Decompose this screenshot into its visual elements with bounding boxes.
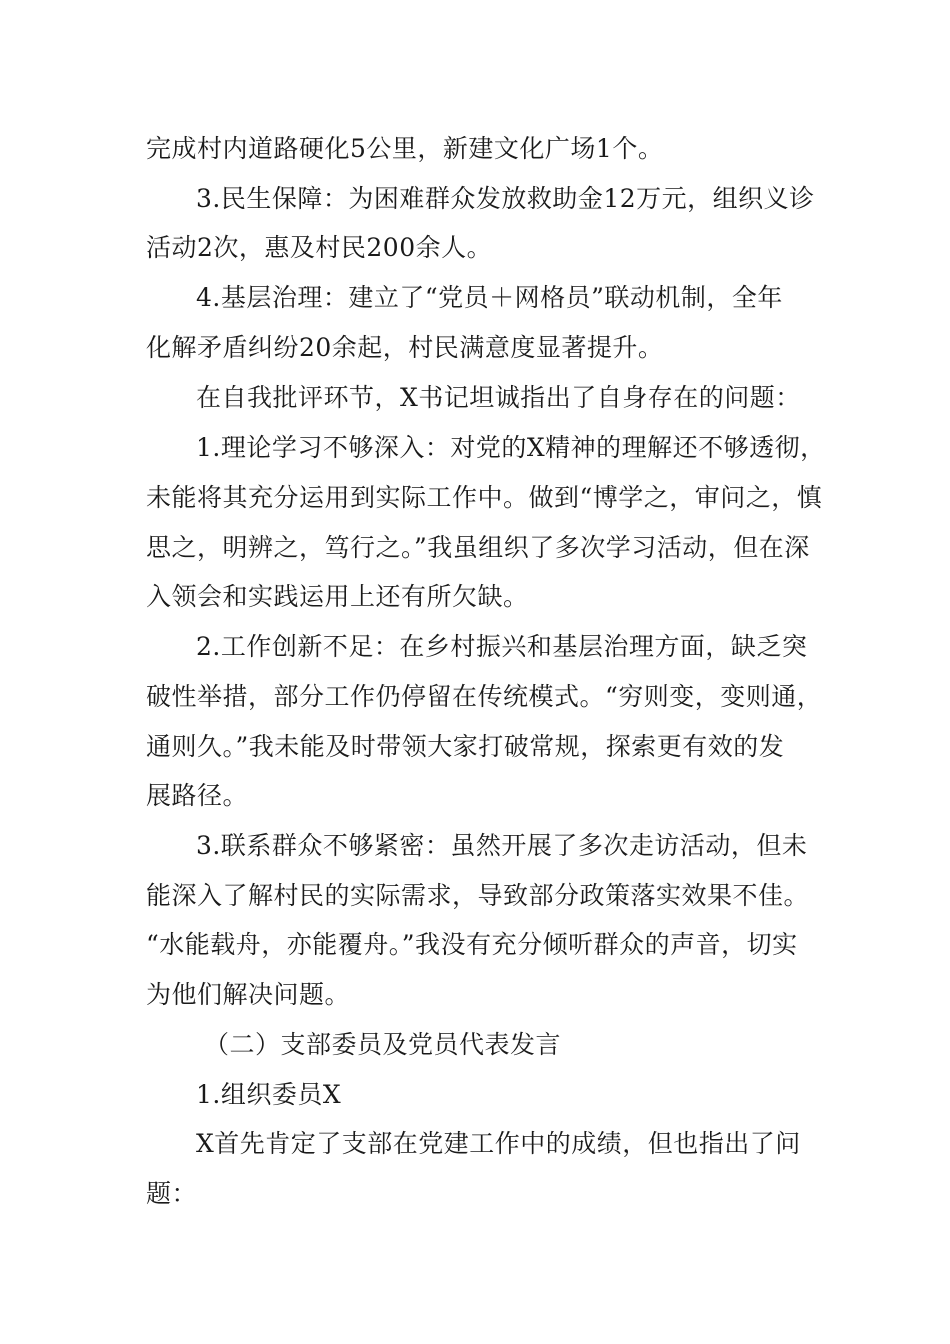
paragraph-line: 通则久。”我未能及时带领大家打破常规，探索更有效的发 <box>146 732 785 761</box>
paragraph-line: 活动2次，惠及村民200余人。 <box>146 233 493 262</box>
paragraph-line: 入领会和实践运用上还有所欠缺。 <box>146 582 529 611</box>
paragraph-line: 1.理论学习不够深入：对党的X精神的理解还不够透彻， <box>196 433 826 462</box>
paragraph-line: 在自我批评环节，X书记坦诚指出了自身存在的问题： <box>196 383 801 412</box>
paragraph-line: X首先肯定了支部在党建工作中的成绩，但也指出了问 <box>196 1129 801 1158</box>
paragraph-line: 能深入了解村民的实际需求，导致部分政策落实效果不佳。 <box>146 881 810 910</box>
paragraph-line: 展路径。 <box>146 781 249 810</box>
paragraph-line: 2.工作创新不足：在乡村振兴和基层治理方面，缺乏突 <box>196 632 808 661</box>
paragraph-line: 未能将其充分运用到实际工作中。做到“博学之，审问之，慎 <box>146 483 823 512</box>
paragraph-line: 3.联系群众不够紧密：虽然开展了多次走访活动，但未 <box>196 831 808 860</box>
subsection-heading: 1.组织委员X <box>196 1080 342 1109</box>
paragraph-line: 为他们解决问题。 <box>146 980 351 1009</box>
paragraph-line: 3.民生保障：为困难群众发放救助金12万元，组织义诊 <box>196 184 815 213</box>
paragraph-line: 化解矛盾纠纷20余起，村民满意度显著提升。 <box>146 333 664 362</box>
paragraph-line: “水能载舟，亦能覆舟。”我没有充分倾听群众的声音，切实 <box>146 930 798 959</box>
paragraph-line: 思之，明辨之，笃行之。”我虽组织了多次学习活动，但在深 <box>146 533 810 562</box>
paragraph-line: 题： <box>146 1179 198 1208</box>
paragraph-line: 4.基层治理：建立了“党员＋网格员”联动机制，全年 <box>196 283 783 312</box>
section-heading: （二）支部委员及党员代表发言 <box>204 1030 562 1059</box>
paragraph-line: 完成村内道路硬化5公里，新建文化广场1个。 <box>146 134 664 163</box>
paragraph-line: 破性举措，部分工作仍停留在传统模式。“穷则变，变则通， <box>146 682 823 711</box>
